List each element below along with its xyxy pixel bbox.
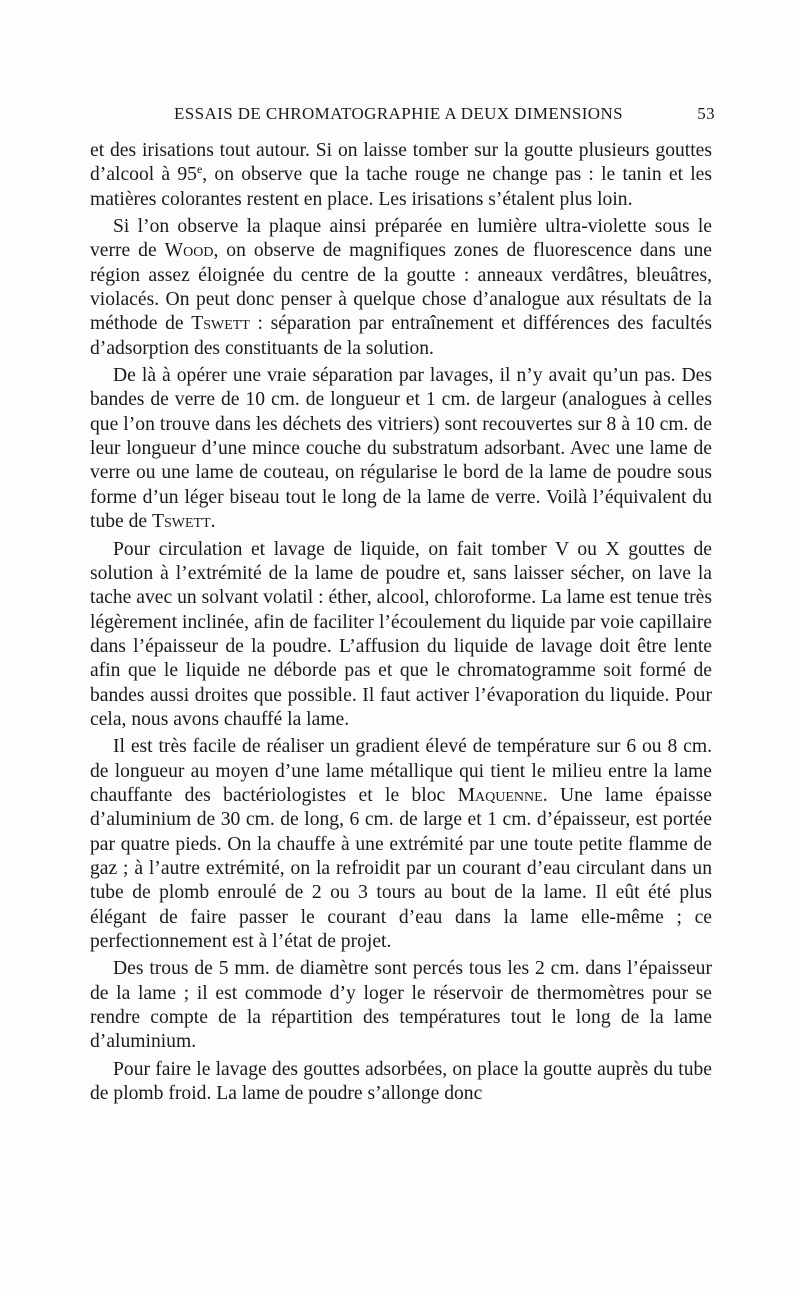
body-text — [90, 139, 712, 1109]
author-name-tswett: Tswett — [152, 511, 211, 533]
paragraph-2 — [90, 215, 712, 361]
running-header — [90, 104, 715, 132]
paragraph-6: Des trous de 5 mm. de diamètre sont percés tous les 2 cm. dans l’épaisseur de la lame ; il est commode d’y loger le réservoir de thermomètres pour se rendre compte de la répartition des températures tout le long de la lame d’aluminium. — [90, 958, 712, 1053]
text-run: Il est très facile de réaliser un gradient élevé de température sur 6 ou 8 cm. de longueur au moyen d’une lame métallique qui tient le milieu entre la lame chauffante des bactériologistes et le bloc — [90, 736, 712, 806]
paragraph-5 — [90, 735, 712, 954]
text-run: , on observe que la tache rouge ne change pas : le tanin et les matières colorantes restent en place. Les irisations s’étalent plus loin. — [90, 164, 712, 210]
author-name-maquenne: Maquenne — [457, 784, 543, 806]
author-name-tswett: Tswett — [191, 313, 250, 335]
superscript: e — [196, 162, 203, 177]
page-number: 53 — [697, 104, 715, 123]
text-run: , on observe de magnifiques zones de fluorescence dans une région assez éloignée du centre de la goutte : anneaux verdâtres, bleuâtres, violacés. On peut donc penser à quelque chose d’analogue aux résultats de la méthode de — [90, 240, 713, 335]
author-name-wood: Wood — [164, 240, 214, 262]
text-run: . — [210, 511, 216, 533]
paragraph-1 — [90, 139, 712, 212]
text-run: : séparation par entraînement et différences des facultés d’adsorption des constituants de la solution. — [90, 313, 713, 359]
text-run: et des irisations tout autour. Si on laisse tomber sur la goutte plusieurs gouttes d’alcool à 95 — [90, 140, 712, 186]
header-title: ESSAIS DE CHROMATOGRAPHIE A DEUX DIMENSIONS — [174, 104, 624, 123]
paragraph-3 — [90, 364, 712, 534]
paragraph-7: Pour faire le lavage des gouttes adsorbées, on place la goutte auprès du tube de plomb froid. La lame de poudre s’allonge donc — [90, 1058, 712, 1105]
text-run: . Une lame épaisse d’aluminium de 30 cm. de long, 6 cm. de large et 1 cm. d’épaisseur, est portée par quatre pieds. On la chauffe à une extrémité par une toute petite flamme de gaz ; à l’autre extrémité, on la refroidit par un courant d’eau circulant dans un tube de plomb enroulé de 2 ou 3 tours au bout de la lame. Il eût été plus élégant de faire passer le courant d’eau dans la lame elle-même ; ce perfectionnement est à l’état de projet. — [90, 784, 712, 952]
text-run: De là à opérer une vraie séparation par lavages, il n’y avait qu’un pas. Des bandes de verre de 10 cm. de longueur et 1 cm. de largeur (analogues à celles que l’on trouve dans les déchets des vitriers) sont recouvertes sur 8 à 10 cm. de leur longueur d’une mince couche du substratum adsorbant. Avec une lame de verre ou une lame de couteau, on régularise le bord de la lame de poudre sous forme d’un léger biseau tout le long de la lame de verre. Voilà l’équivalent du tube de — [90, 365, 712, 533]
paragraph-4: Pour circulation et lavage de liquide, on fait tomber V ou X gouttes de solution à l’extrémité de la lame de poudre et, sans laisser sécher, on lave la tache avec un solvant volatil : éther, alcool, chloroforme. La lame est tenue très légèrement inclinée, afin de faciliter l’écoulement du liquide par voie capillaire dans l’épaisseur de la poudre. L’affusion du liquide de lavage doit être lente afin que le liquide ne déborde pas et que le chromatogramme soit formé de bandes aussi droites que possible. Il faut activer l’évaporation du liquide. Pour cela, nous avons chauffé la lame. — [90, 538, 712, 730]
text-run: Si l’on observe la plaque ainsi préparée en lumière ultra-violette sous le verre de — [90, 216, 712, 262]
